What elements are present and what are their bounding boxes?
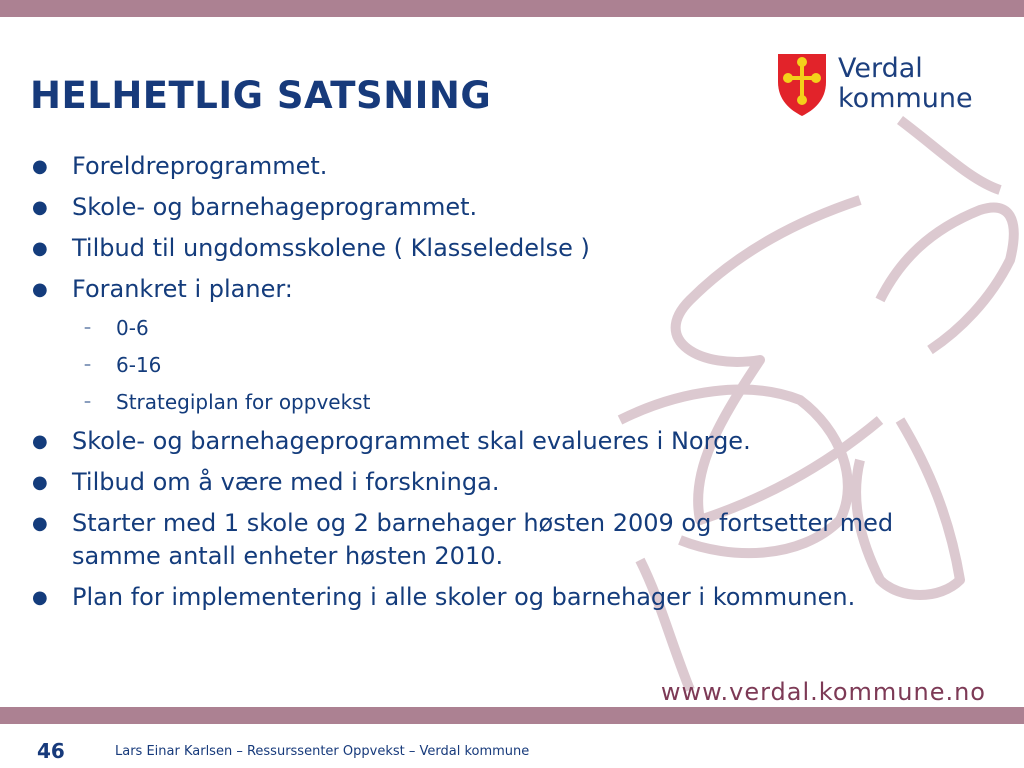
- dash-icon: –: [84, 320, 91, 336]
- bullet-item: [30, 232, 910, 265]
- bullet-item: [30, 150, 910, 183]
- sub-bullet-text: 0-6: [116, 316, 149, 340]
- logo-name-line2: kommune: [838, 83, 973, 114]
- bullet-text: Forankret i planer:: [72, 275, 293, 303]
- bullet-icon: ●: [32, 431, 48, 452]
- bullet-list: [30, 150, 910, 614]
- bullet-text: Tilbud til ungdomsskolene ( Klasseledelse ): [72, 234, 590, 262]
- bullet-item: [30, 425, 910, 458]
- sub-bullet-text: Strategiplan for oppvekst: [116, 390, 371, 414]
- logo-name-line1: Verdal: [838, 53, 923, 84]
- bullet-text: Tilbud om å være med i forskninga.: [72, 468, 500, 496]
- bullet-text: Starter med 1 skole og 2 barnehager høsten 2009 og fortsetter med samme antall enheter høsten 2010.: [72, 509, 894, 570]
- page-number: 46: [37, 739, 65, 763]
- bullet-item: [30, 466, 910, 499]
- municipality-logo: [776, 52, 986, 122]
- website-url: www.verdal.kommune.no: [660, 678, 986, 706]
- bullet-text: Skole- og barnehageprogrammet.: [72, 193, 478, 221]
- footer-text: Lars Einar Karlsen – Ressurssenter Oppvekst – Verdal kommune: [115, 744, 530, 759]
- bullet-icon: ●: [32, 238, 48, 259]
- dash-icon: –: [84, 357, 91, 373]
- sub-bullet-item: [30, 314, 910, 342]
- dash-icon: –: [84, 394, 91, 410]
- bullet-icon: ●: [32, 156, 48, 177]
- bullet-icon: ●: [32, 513, 48, 534]
- coat-of-arms-icon: [776, 52, 828, 118]
- sub-bullet-item: [30, 388, 910, 416]
- bullet-icon: ●: [32, 587, 48, 608]
- bullet-item: [30, 273, 910, 306]
- sub-bullet-text: 6-16: [116, 353, 162, 377]
- bullet-item: [30, 191, 910, 224]
- bullet-icon: ●: [32, 197, 48, 218]
- bullet-icon: ●: [32, 279, 48, 300]
- slide-body: [30, 150, 910, 622]
- bottom-band: [0, 707, 1024, 724]
- bullet-item: [30, 581, 910, 614]
- bullet-icon: ●: [32, 472, 48, 493]
- bullet-item: [30, 507, 910, 573]
- bullet-text: Skole- og barnehageprogrammet skal evalueres i Norge.: [72, 427, 751, 455]
- bullet-text: Plan for implementering i alle skoler og barnehager i kommunen.: [72, 583, 856, 611]
- sub-bullet-item: [30, 351, 910, 379]
- slide-title: HELHETLIG SATSNING: [30, 74, 492, 117]
- bullet-text: Foreldreprogrammet.: [72, 152, 328, 180]
